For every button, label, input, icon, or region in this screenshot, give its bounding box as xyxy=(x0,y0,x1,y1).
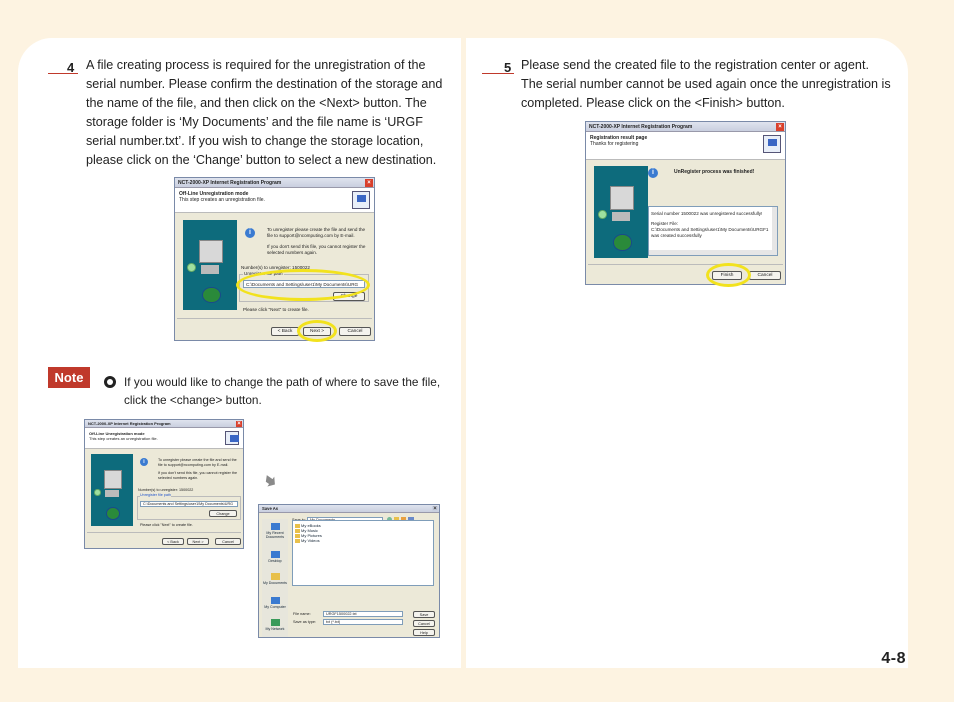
place-my-computer[interactable] xyxy=(262,597,288,609)
folder-item[interactable]: My Pictures xyxy=(295,533,322,538)
offline-unregistration-dialog-small xyxy=(84,419,244,549)
computer-icon xyxy=(763,135,781,153)
computer-icon xyxy=(225,431,239,445)
place-label: My Network xyxy=(265,627,285,631)
dialog-title: NCT-2000-XP Internet Registration Program xyxy=(88,421,171,426)
dialog-title: NCT-2000-XP Internet Registration Program xyxy=(178,180,282,186)
dialog-instructions: To unregister please create the file and send the file to support@ncomputing.com by E-mail. xyxy=(267,227,366,238)
cancel-button[interactable]: Cancel xyxy=(339,327,371,336)
dialog-header xyxy=(586,132,785,160)
registration-illustration xyxy=(91,454,133,526)
next-button[interactable]: Next > xyxy=(187,538,209,545)
dialog-separator xyxy=(588,264,783,265)
next-highlight-ellipse xyxy=(297,320,337,342)
result-line: Serial number 1500022 was unregistered successfully! xyxy=(651,211,763,216)
folder-item[interactable]: My Music xyxy=(295,528,318,533)
cancel-button[interactable]: Cancel xyxy=(215,538,241,545)
dialog-header xyxy=(85,428,243,449)
back-button[interactable]: < Back xyxy=(271,327,299,336)
note-badge: Note xyxy=(48,367,90,388)
path-group-label: Unregister file path xyxy=(244,271,283,276)
finish-highlight-ellipse xyxy=(706,263,751,287)
dialog-titlebar xyxy=(85,420,243,428)
path-field[interactable]: C:\Documents and Settings\user1\My Documents\URG xyxy=(140,501,238,507)
save-as-titlebar xyxy=(259,505,439,513)
result-textbox[interactable] xyxy=(648,206,778,256)
arrow-down-right-icon xyxy=(263,474,277,488)
result-line: C:\Documents and Settings\user1\My Documents\URGF1 xyxy=(651,227,769,232)
offline-unregistration-dialog xyxy=(174,177,375,341)
finish-button[interactable]: Finish xyxy=(712,271,742,280)
dialog-titlebar xyxy=(175,178,374,188)
save-as-type-label: Save as type: xyxy=(293,620,317,624)
dialog-separator xyxy=(87,532,241,533)
registration-result-dialog xyxy=(585,121,786,285)
dialog-warning: If you don't send this file, you cannot register the selected numbers again. xyxy=(267,244,366,255)
step-4-text: A file creating process is required for the unregistration of the serial number. Please confirm the destination of the storage and the name of the file, and then click on the <Next> button. The storage folder is ‘My Documents’ and the file name is ‘URGF serial number.txt’. If you wish to change the storage location, please click on the ‘Change’ button to select a new destination. xyxy=(86,58,443,167)
dialog-header-subtitle: This step creates an unregistration file. xyxy=(179,197,265,203)
result-line: Register File: xyxy=(651,221,679,226)
change-button[interactable]: Change xyxy=(209,510,237,517)
dialog-header-title: Off-Line Unregistration mode xyxy=(179,191,249,197)
info-icon: i xyxy=(245,228,255,238)
computer-icon xyxy=(352,191,370,209)
dialog-header-subtitle: Thanks for registering xyxy=(590,141,639,147)
path-group-label: Unregister file path xyxy=(140,493,171,497)
step-5-text: Please send the created file to the registration center or agent. The serial number cannot be used again once the unregistration is completed. Please click on the <Finish> button. xyxy=(521,58,891,110)
numbers-label: Number(s) to unregister: 1500022 xyxy=(241,265,310,270)
dialog-footer-text: Please click "Next" to create file. xyxy=(140,523,193,527)
back-button[interactable]: < Back xyxy=(162,538,184,545)
places-bar xyxy=(262,519,288,637)
change-button[interactable]: Change xyxy=(333,292,365,301)
step-4-number: 4 xyxy=(67,60,75,75)
dialog-footer-text: Please click "Next" to create file. xyxy=(243,307,309,312)
bullet-icon xyxy=(104,376,116,388)
save-as-type-select[interactable]: txt (*.txt) xyxy=(323,619,403,625)
result-line: was created successfully xyxy=(651,233,702,238)
page-number: 4-8 xyxy=(881,650,906,667)
folder-item[interactable]: My eBooks xyxy=(295,523,321,528)
dialog-instructions: To unregister please create the file and send the file to support@ncomputing.com by E-mail. xyxy=(158,458,237,467)
dialog-header xyxy=(175,188,374,213)
place-label: My Computer xyxy=(264,605,286,609)
dialog-separator xyxy=(177,318,372,319)
dialog-header-title: Off-Line Unregistration mode xyxy=(89,431,145,436)
place-my-documents[interactable] xyxy=(262,573,288,585)
next-button[interactable]: Next > xyxy=(303,327,331,336)
vertical-scrollbar[interactable] xyxy=(772,207,777,255)
place-recent-documents[interactable] xyxy=(262,523,288,539)
cancel-button[interactable]: Cancel xyxy=(749,271,781,280)
registration-illustration xyxy=(594,166,648,258)
file-name-input[interactable]: URGF1500022.txt xyxy=(323,611,403,617)
dialog-warning: If you don't send this file, you cannot register the selected numbers again. xyxy=(158,471,238,480)
place-label: Desktop xyxy=(268,559,282,563)
path-highlight-ellipse xyxy=(236,269,370,301)
cancel-button[interactable]: Cancel xyxy=(413,620,435,627)
dialog-header-title: Registration result page xyxy=(590,135,648,141)
save-as-title: Save As xyxy=(262,506,279,511)
horizontal-scrollbar[interactable] xyxy=(649,250,773,255)
info-icon: i xyxy=(140,458,148,466)
close-icon[interactable]: × xyxy=(365,179,373,187)
help-button[interactable]: Help xyxy=(413,629,435,636)
folder-item[interactable]: My Videos xyxy=(295,538,320,543)
place-desktop[interactable] xyxy=(262,551,288,563)
save-as-dialog xyxy=(258,504,440,638)
dialog-header-subtitle: This step creates an unregistration file. xyxy=(89,436,158,441)
numbers-label: Number(s) to unregister: 1500022 xyxy=(138,488,194,492)
info-icon: i xyxy=(648,168,658,178)
file-name-label: File name: xyxy=(293,612,311,616)
place-label: My Recent Documents xyxy=(265,531,285,539)
place-label: My Documents xyxy=(263,581,287,585)
registration-illustration xyxy=(183,220,237,310)
place-my-network[interactable] xyxy=(262,619,288,631)
step-5-number: 5 xyxy=(504,60,512,75)
save-button[interactable]: Save xyxy=(413,611,435,618)
note-text: If you would like to change the path of where to save the file, click the <change> button. xyxy=(124,375,441,407)
path-field[interactable]: C:\Documents and Settings\user1\My Documents\URG xyxy=(243,280,365,288)
close-icon[interactable]: × xyxy=(776,123,784,131)
dialog-title: NCT-2000-XP Internet Registration Program xyxy=(589,124,693,130)
close-icon[interactable]: × xyxy=(237,421,241,427)
finished-message: UnRegister process was finished! xyxy=(674,169,755,175)
file-list xyxy=(292,520,434,586)
close-icon[interactable]: × xyxy=(433,506,437,512)
dialog-titlebar xyxy=(586,122,785,132)
